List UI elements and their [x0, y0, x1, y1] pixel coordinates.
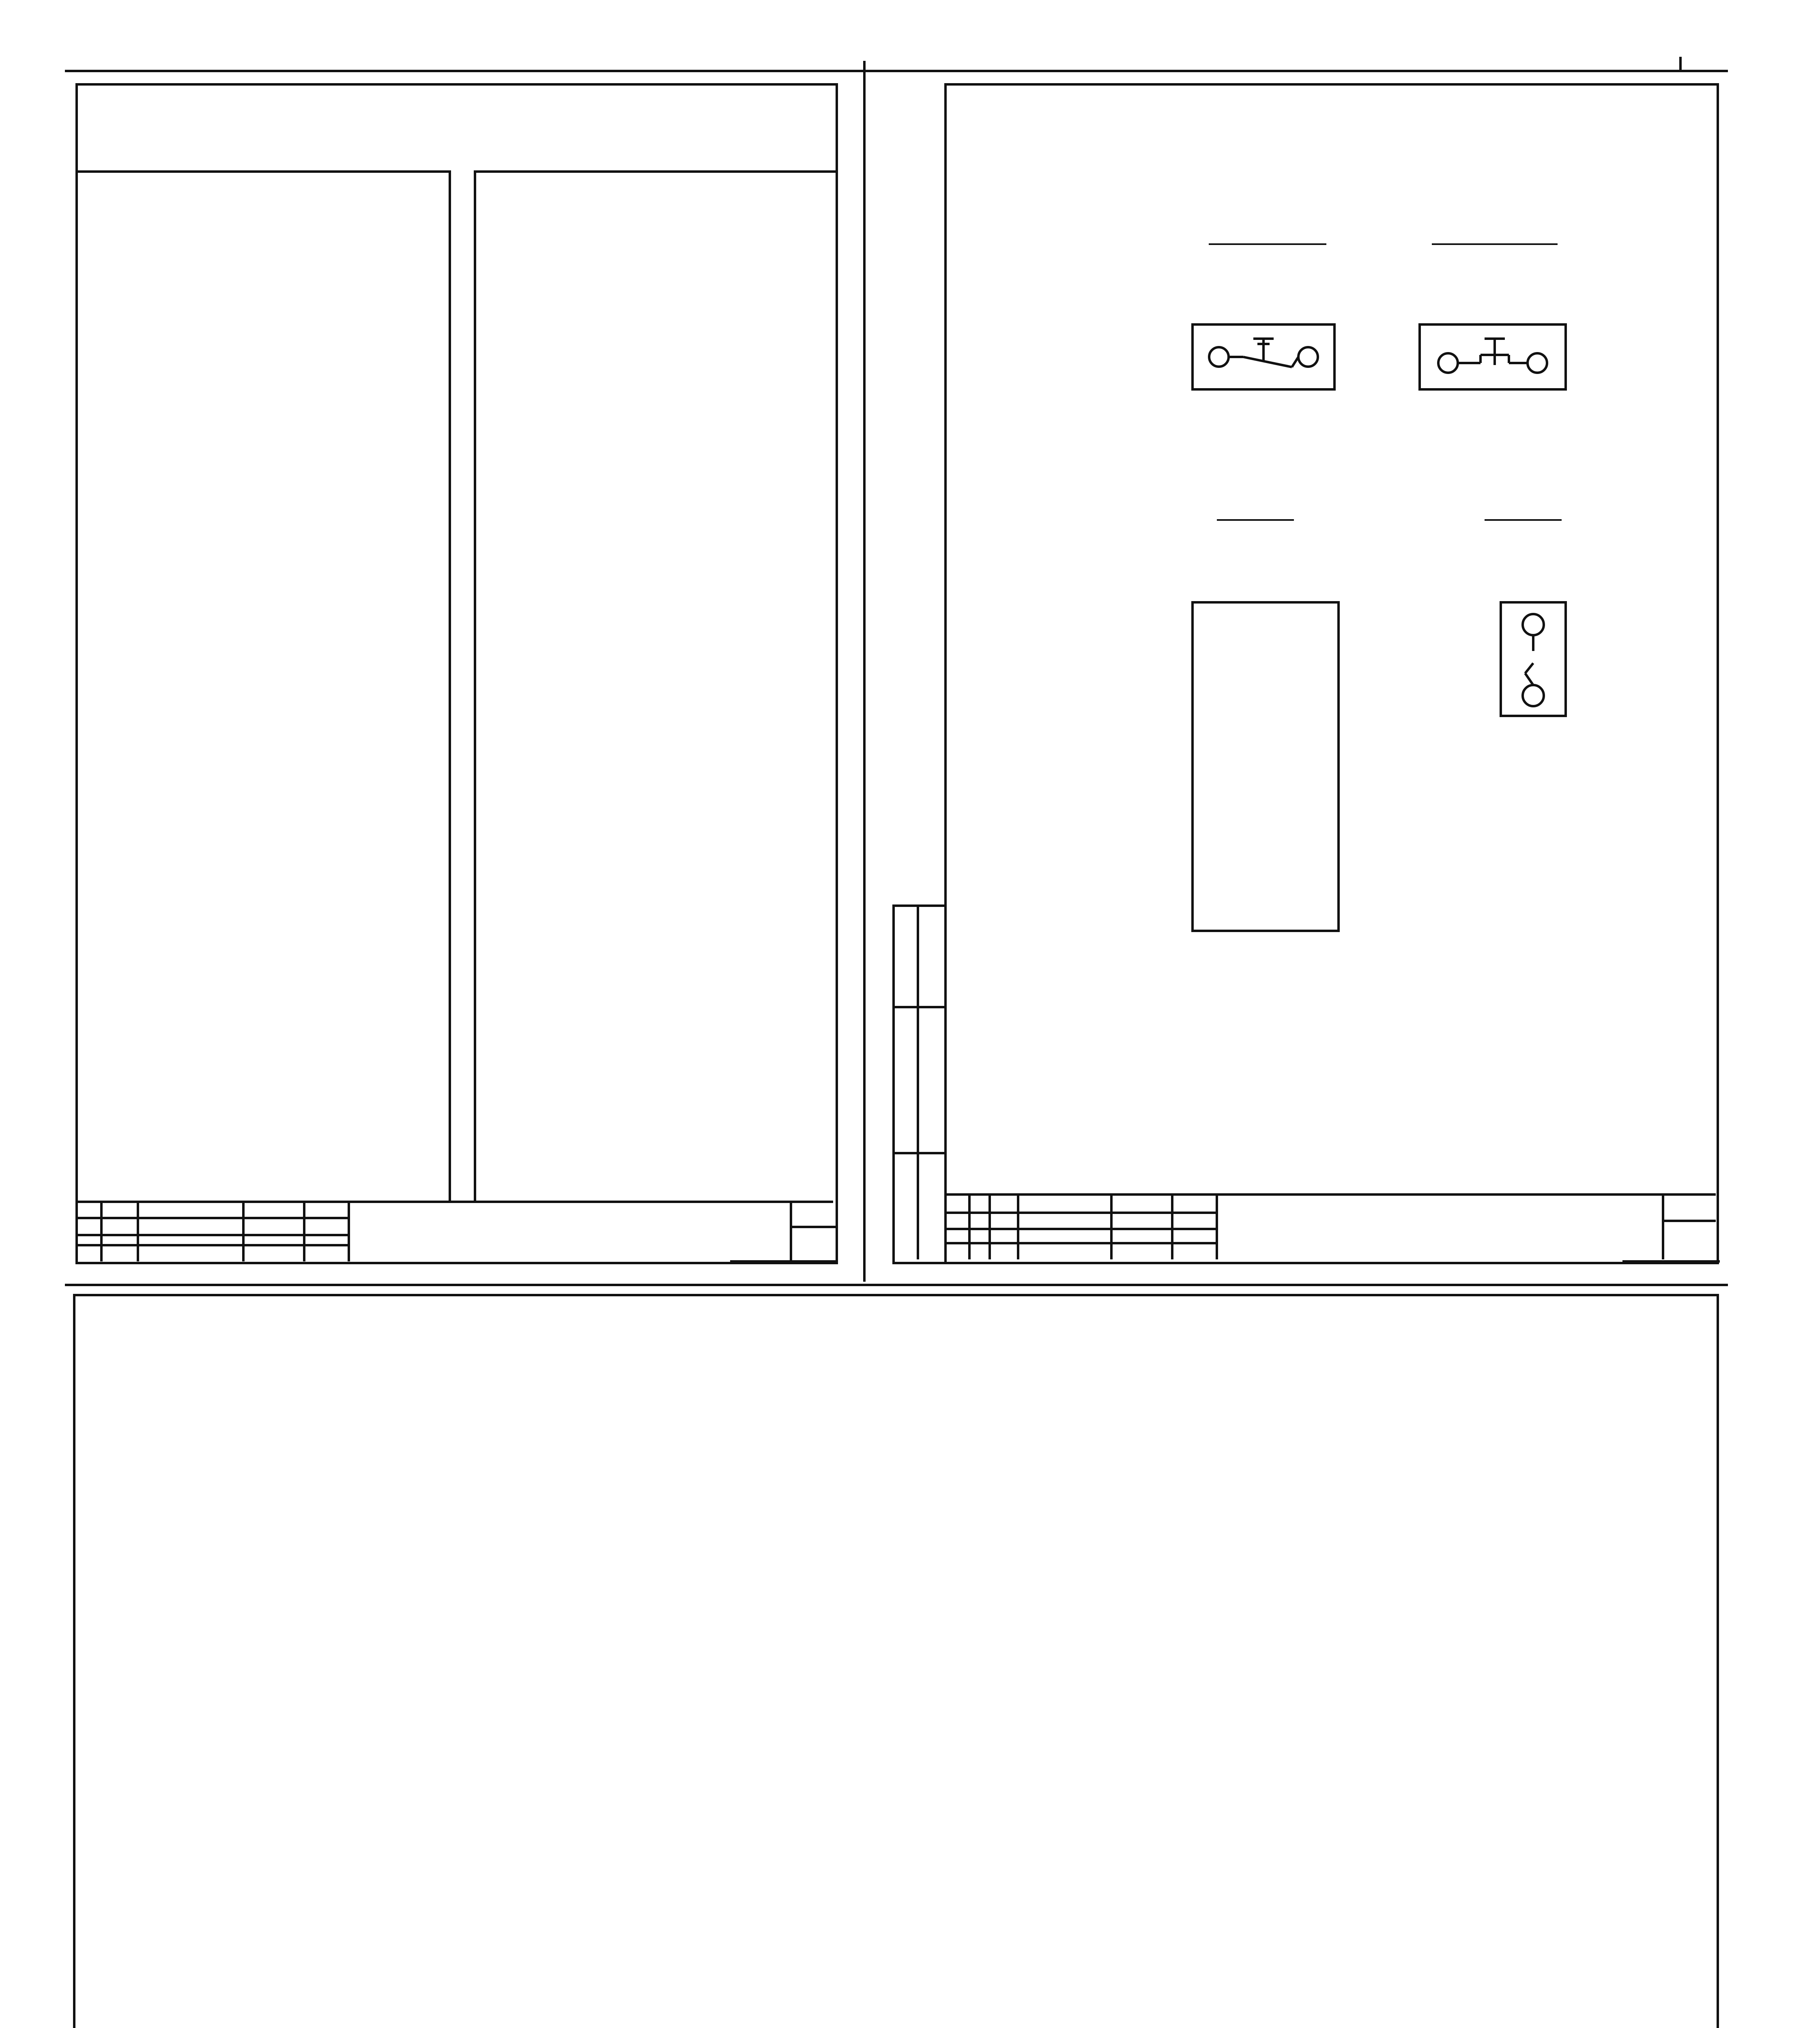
stamp-grid-lines: [75, 1194, 1720, 1261]
pushbutton-nc-symbol: [1420, 324, 1566, 389]
pushbutton-no-symbol: [1193, 324, 1334, 389]
bottom-empty-sheet: [73, 1294, 1719, 2028]
breaker-symbol: [1501, 602, 1566, 716]
mid-rule: [65, 1284, 1728, 1286]
sa2-box: [1193, 602, 1339, 931]
